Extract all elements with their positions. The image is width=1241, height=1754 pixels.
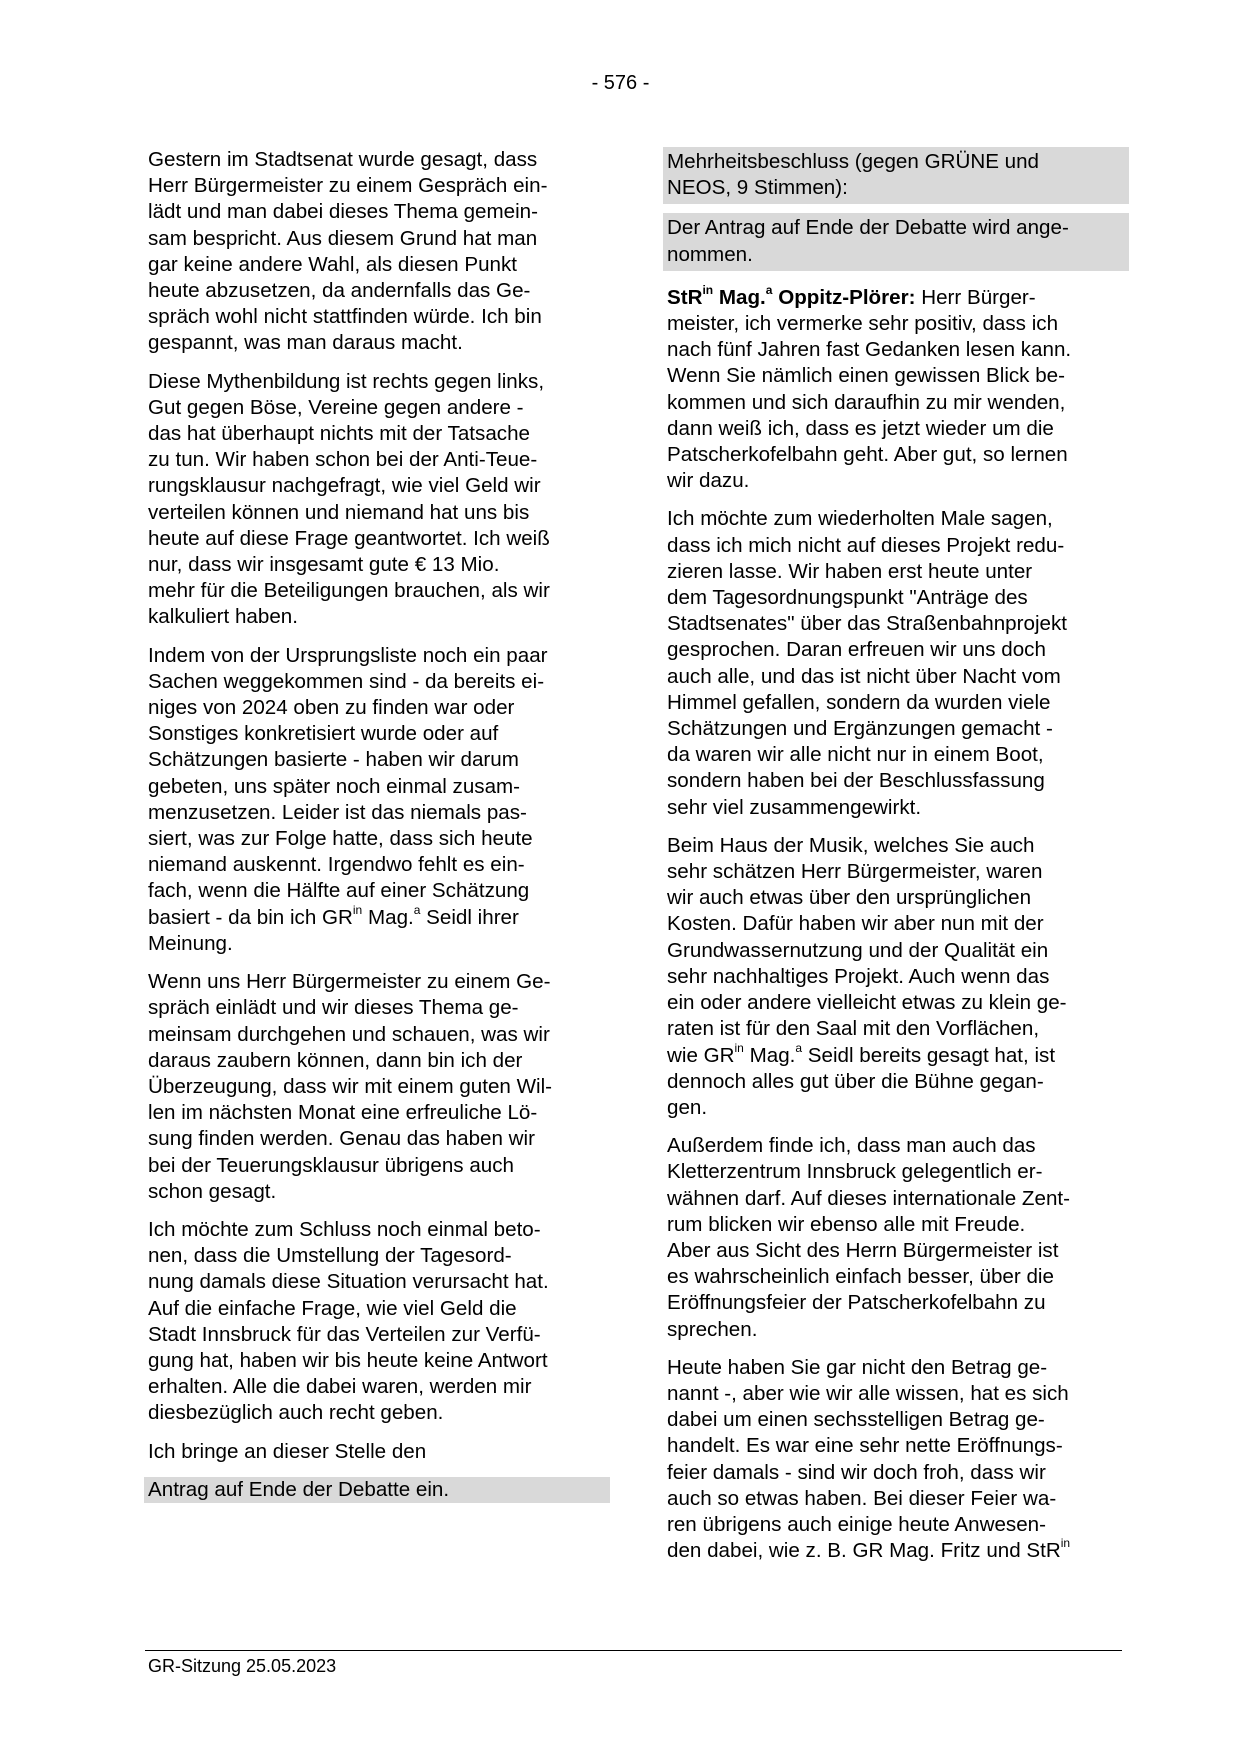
text-line: auch alle, und das ist nicht über Nacht vom: [667, 664, 1061, 688]
paragraph: [148, 1439, 606, 1465]
paragraph: [148, 1217, 606, 1427]
text-line: gen.: [667, 1095, 708, 1119]
text-line: wir dazu.: [667, 469, 750, 493]
text-line: nen, dass die Umstellung der Tagesord-: [148, 1244, 512, 1268]
text-line: sung finden werden. Genau das haben wir: [148, 1127, 535, 1151]
text-line: dem Tagesordnungspunkt "Anträge des: [667, 586, 1028, 610]
text-line: Sonstiges konkretisiert wurde oder auf: [148, 722, 499, 746]
text-line: den dabei, wie z. B. GR Mag. Fritz und StR$^{in}$: [667, 1536, 1071, 1563]
text-line: kommen und sich daraufhin zu mir wenden,: [667, 390, 1066, 414]
text-line: fach, wenn die Hälfte auf einer Schätzung: [148, 879, 530, 903]
text-line: Gut gegen Böse, Vereine gegen andere -: [148, 395, 524, 419]
text-line: basiert - da bin ich $GR^{in}$ Mag.$^a$ Seidl ihrer: [148, 902, 519, 929]
text-line: handelt. Es war eine sehr nette Eröffnungs-: [667, 1434, 1063, 1458]
text-line: ren übrigens auch einige heute Anwesen-: [667, 1512, 1046, 1536]
text-line: heute abzusetzen, da andernfalls das Ge-: [148, 279, 531, 303]
text-line: wir auch etwas über den ursprünglichen: [667, 886, 1032, 910]
text-line: sprechen.: [667, 1317, 758, 1341]
text-line: Grundwassernutzung und der Qualität ein: [667, 938, 1049, 962]
text-line: Indem von der Ursprungsliste noch ein paar: [148, 643, 548, 667]
text-line: da waren wir alle nicht nur in einem Boot,: [667, 743, 1044, 767]
text-line: Wenn uns Herr Bürgermeister zu einem Ge-: [148, 970, 551, 994]
text-line: sehr nachhaltiges Projekt. Auch wenn das: [667, 964, 1050, 988]
text-line: dabei um einen sechsstelligen Betrag ge-: [667, 1408, 1045, 1432]
footer-divider: [145, 1650, 1122, 1651]
text-line: NEOS, 9 Stimmen):: [667, 176, 848, 200]
text-line: meinsam durchgehen und schauen, was wir: [148, 1022, 550, 1046]
text-line: raten ist für den Saal mit den Vorflächen,: [667, 1017, 1040, 1041]
text-line: Herr Bürgermeister zu einem Gespräch ein-: [148, 174, 548, 198]
text-line: Auf die einfache Frage, wie viel Geld die: [148, 1296, 517, 1320]
text-line: Mehrheitsbeschluss (gegen GRÜNE und: [667, 150, 1040, 173]
text-line: nach fünf Jahren fast Gedanken lesen kann.: [667, 338, 1072, 362]
text-line: Kosten. Dafür haben wir aber nun mit der: [667, 912, 1044, 936]
text-line: gesprochen. Daran erfreuen wir uns doch: [667, 638, 1046, 662]
paragraph: [148, 147, 606, 357]
text-line: Stadtsenates" über das Straßenbahnprojekt: [667, 612, 1067, 636]
text-line: das hat überhaupt nichts mit der Tatsache: [148, 422, 530, 446]
text-line: Eröffnungsfeier der Patscherkofelbahn zu: [667, 1291, 1046, 1315]
paragraph: [148, 643, 606, 957]
text-line: Sachen weggekommen sind - da bereits ei-: [148, 669, 545, 693]
text-line: wähnen darf. Auf dieses internationale Zent-: [667, 1186, 1070, 1210]
text-line: Ich möchte zum Schluss noch einmal beto-: [148, 1217, 541, 1241]
text-line: siert, was zur Folge hatte, dass sich heute: [148, 827, 533, 851]
text-line: sehr viel zusammengewirkt.: [667, 795, 922, 819]
text-line: feier damals - sind wir doch froh, dass wir: [667, 1460, 1046, 1484]
text-line: es wahrscheinlich einfach besser, über die: [667, 1265, 1054, 1289]
text-line: Himmel gefallen, sondern da wurden viele: [667, 690, 1051, 714]
text-line: sam bespricht. Aus diesem Grund hat man: [148, 226, 538, 250]
text-line: niges von 2024 oben zu finden war oder: [148, 696, 515, 720]
text-line: nommen.: [667, 242, 753, 266]
text-line: schon gesagt.: [148, 1179, 277, 1203]
text-line: nur, dass wir insgesamt gute € 13 Mio.: [148, 553, 500, 577]
text-line: Ich möchte zum wiederholten Male sagen,: [667, 507, 1053, 531]
text-line: dennoch alles gut über die Bühne gegan-: [667, 1069, 1044, 1093]
text-line: auch so etwas haben. Bei dieser Feier wa-: [667, 1486, 1057, 1510]
text-line: daraus zaubern können, dann bin ich der: [148, 1048, 523, 1072]
text-line: gespannt, was man daraus macht.: [148, 331, 463, 355]
text-line: Ich bringe an dieser Stelle den: [148, 1439, 427, 1463]
text-line: wie $GR^{in}$ Mag.$^a$ Seidl bereits gesagt hat, ist: [667, 1040, 1056, 1067]
text-line: dann weiß ich, dass es jetzt wieder um die: [667, 416, 1054, 440]
left-column: [148, 147, 606, 1503]
text-line: kalkuliert haben.: [148, 605, 298, 629]
speaker-paragraph: [667, 282, 1125, 495]
text-line: diesbezüglich auch recht geben.: [148, 1401, 444, 1425]
text-line: rum blicken wir ebenso alle mit Freude.: [667, 1212, 1026, 1236]
page-number: - 576 -: [591, 72, 650, 94]
text-line: Patscherkofelbahn geht. Aber gut, so lernen: [667, 443, 1068, 467]
text-line: nung damals diese Situation verursacht hat.: [148, 1270, 549, 1294]
text-line: Stadt Innsbruck für das Verteilen zur Verfü-: [148, 1322, 541, 1346]
text-line: Wenn Sie nämlich einen gewissen Blick be-: [667, 364, 1065, 388]
text-line: mehr für die Beteiligungen brauchen, als wir: [148, 579, 550, 603]
paragraph: [667, 506, 1125, 820]
text-line: Schätzungen und Ergänzungen gemacht -: [667, 717, 1053, 741]
text-line: Aber aus Sicht des Herrn Bürgermeister ist: [667, 1238, 1059, 1262]
text-line: spräch einlädt und wir dieses Thema ge-: [148, 996, 519, 1020]
text-line: gar keine andere Wahl, als diesen Punkt: [148, 252, 517, 276]
text-line: zu tun. Wir haben schon bei der Anti-Teue-: [148, 448, 538, 472]
text-line: Kletterzentrum Innsbruck gelegentlich er-: [667, 1160, 1043, 1184]
text-line: gung hat, haben wir bis heute keine Antwort: [148, 1348, 548, 1372]
text-line: gebeten, uns später noch einmal zusam-: [148, 774, 521, 798]
text-line: Diese Mythenbildung ist rechts gegen links,: [148, 369, 545, 393]
text-line: meister, ich vermerke sehr positiv, dass ich: [667, 312, 1059, 336]
text-line: rungsklausur nachgefragt, wie viel Geld wir: [148, 474, 541, 498]
shaded-block-resolution: [663, 147, 1129, 204]
motion-end-debate: Antrag auf Ende der Debatte ein.: [144, 1477, 610, 1503]
text-line: Außerdem finde ich, dass man auch das: [667, 1134, 1036, 1158]
text-line: sondern haben bei der Beschlussfassung: [667, 769, 1045, 793]
right-column: [667, 147, 1125, 1576]
text-line: Meinung.: [148, 931, 233, 955]
footer-session-date: GR-Sitzung 25.05.2023: [148, 1656, 337, 1676]
text-line: dass ich mich nicht auf dieses Projekt redu-: [667, 533, 1065, 557]
paragraph: [148, 369, 606, 631]
speaker-line: StR$^{in}$ Mag.$^a$ Oppitz-Plörer: Herr Bürger-: [667, 282, 1036, 309]
text-line: spräch wohl nicht stattfinden würde. Ich bin: [148, 305, 542, 329]
text-line: heute auf diese Frage geantwortet. Ich weiß: [148, 526, 550, 550]
text-line: menzusetzen. Leider ist das niemals pas-: [148, 800, 527, 824]
text-line: sehr schätzen Herr Bürgermeister, waren: [667, 860, 1043, 884]
text-line: Beim Haus der Musik, welches Sie auch: [667, 833, 1035, 857]
text-line: zieren lasse. Wir haben erst heute unter: [667, 559, 1033, 583]
paragraph: [667, 1133, 1125, 1343]
text-line: nannt -, aber wie wir alle wissen, hat es sich: [667, 1381, 1069, 1405]
speaker-name: StR$^{in}$ Mag.$^a$ Oppitz-Plörer:: [667, 282, 916, 309]
text-line: Gestern im Stadtsenat wurde gesagt, dass: [148, 148, 538, 171]
text-line: lädt und man dabei dieses Thema gemein-: [148, 200, 538, 224]
text-line: verteilen können und niemand hat uns bis: [148, 500, 530, 524]
text-line: len im nächsten Monat eine erfreuliche Lö-: [148, 1101, 538, 1125]
text-line: Der Antrag auf Ende der Debatte wird ange-: [667, 216, 1069, 240]
text-line: Überzeugung, dass wir mit einem guten Wil-: [148, 1074, 553, 1098]
paragraph: [148, 969, 606, 1205]
text-line: bei der Teuerungsklausur übrigens auch: [148, 1153, 514, 1177]
text-line: niemand auskennt. Irgendwo fehlt es ein-: [148, 853, 525, 877]
paragraph: [667, 1355, 1125, 1565]
text-line: Schätzungen basierte - haben wir darum: [148, 748, 519, 772]
shaded-block-decision: [663, 213, 1129, 270]
paragraph: [667, 833, 1125, 1121]
text-line: erhalten. Alle die dabei waren, werden mir: [148, 1375, 532, 1399]
text-line: ein oder andere vielleicht etwas zu klein ge-: [667, 991, 1067, 1015]
text-line: Heute haben Sie gar nicht den Betrag ge-: [667, 1355, 1048, 1379]
